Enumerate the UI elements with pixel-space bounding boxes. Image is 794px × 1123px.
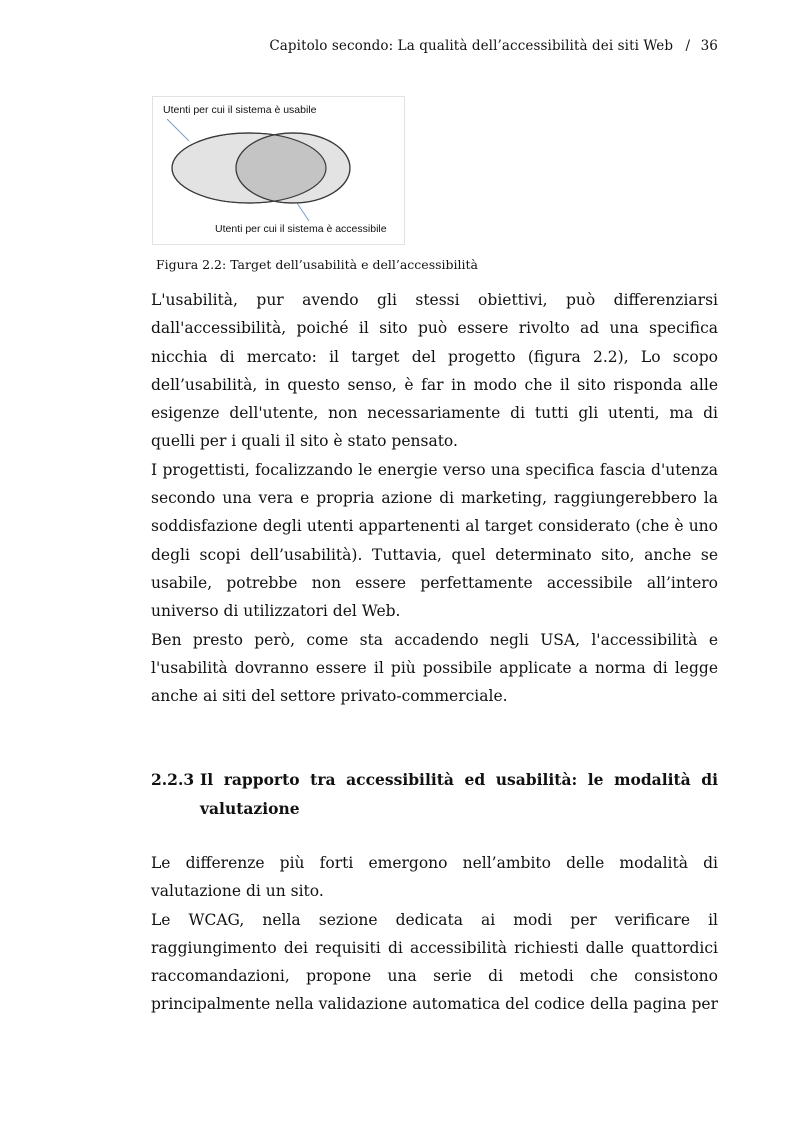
usable-users-label: Utenti per cui il sistema è usabile — [163, 104, 317, 116]
paragraph: L'usabilità, pur avendo gli stessi obiettivi, può differenziarsi dall'accessibilità, poiché il sito può essere rivolto ad una specifica nicchia di mercato: il target del progetto (figura 2.2), Lo scopo dell’usabilità, in questo senso, è far in modo che il sito risponda alle esigenze dell'utente, non necessariamente di tutti gli utenti, ma di quelli per i quali il sito è stato pensato. — [151, 291, 718, 451]
body-text-upper — [151, 286, 718, 710]
paragraph: Le WCAG, nella sezione dedicata ai modi per verificare il raggiungimento dei requisiti di accessibilità richiesti dalle quattordici raccomandazioni, propone una serie di metodi che consistono principalmente nella validazione automatica del codice della pagina per — [151, 910, 718, 1014]
top-label-leader-line — [167, 119, 189, 141]
body-text-lower — [151, 849, 718, 1019]
section-title: Il rapporto tra accessibilità ed usabilità: le modalità di valutazione — [200, 770, 718, 818]
paragraph: Ben presto però, come sta accadendo negli USA, l'accessibilità e l'usabilità dovranno essere il più possibile applicate a norma di legge anche ai siti del settore privato-commerciale. — [151, 630, 718, 706]
venn-diagram-figure — [152, 96, 405, 245]
accessible-users-label: Utenti per cui il sistema è accessibile — [215, 223, 387, 235]
running-title: Capitolo secondo: La qualità dell’accessibilità dei siti Web — [269, 38, 674, 54]
header-separator: / — [685, 38, 691, 54]
paragraph: Le differenze più forti emergono nell’ambito delle modalità di valutazione di un sito. — [151, 854, 718, 901]
running-header — [269, 38, 718, 54]
section-heading — [151, 766, 718, 823]
paragraph: I progettisti, focalizzando le energie verso una specifica fascia d'utenza secondo una vera e propria azione di marketing, raggiungerebbero la soddisfazione degli utenti appartenenti al target considerato (che è uno degli scopi dell’usabilità). Tuttavia, quel determinato sito, anche se usabile, potrebbe non essere perfettamente accessibile all’intero universo di utilizzatori del Web. — [151, 460, 718, 621]
page-number: 36 — [700, 38, 718, 54]
figure-caption: Figura 2.2: Target dell’usabilità e dell’accessibilità — [156, 257, 478, 272]
bottom-label-leader-line — [297, 203, 309, 221]
section-number: 2.2.3 — [151, 770, 195, 789]
